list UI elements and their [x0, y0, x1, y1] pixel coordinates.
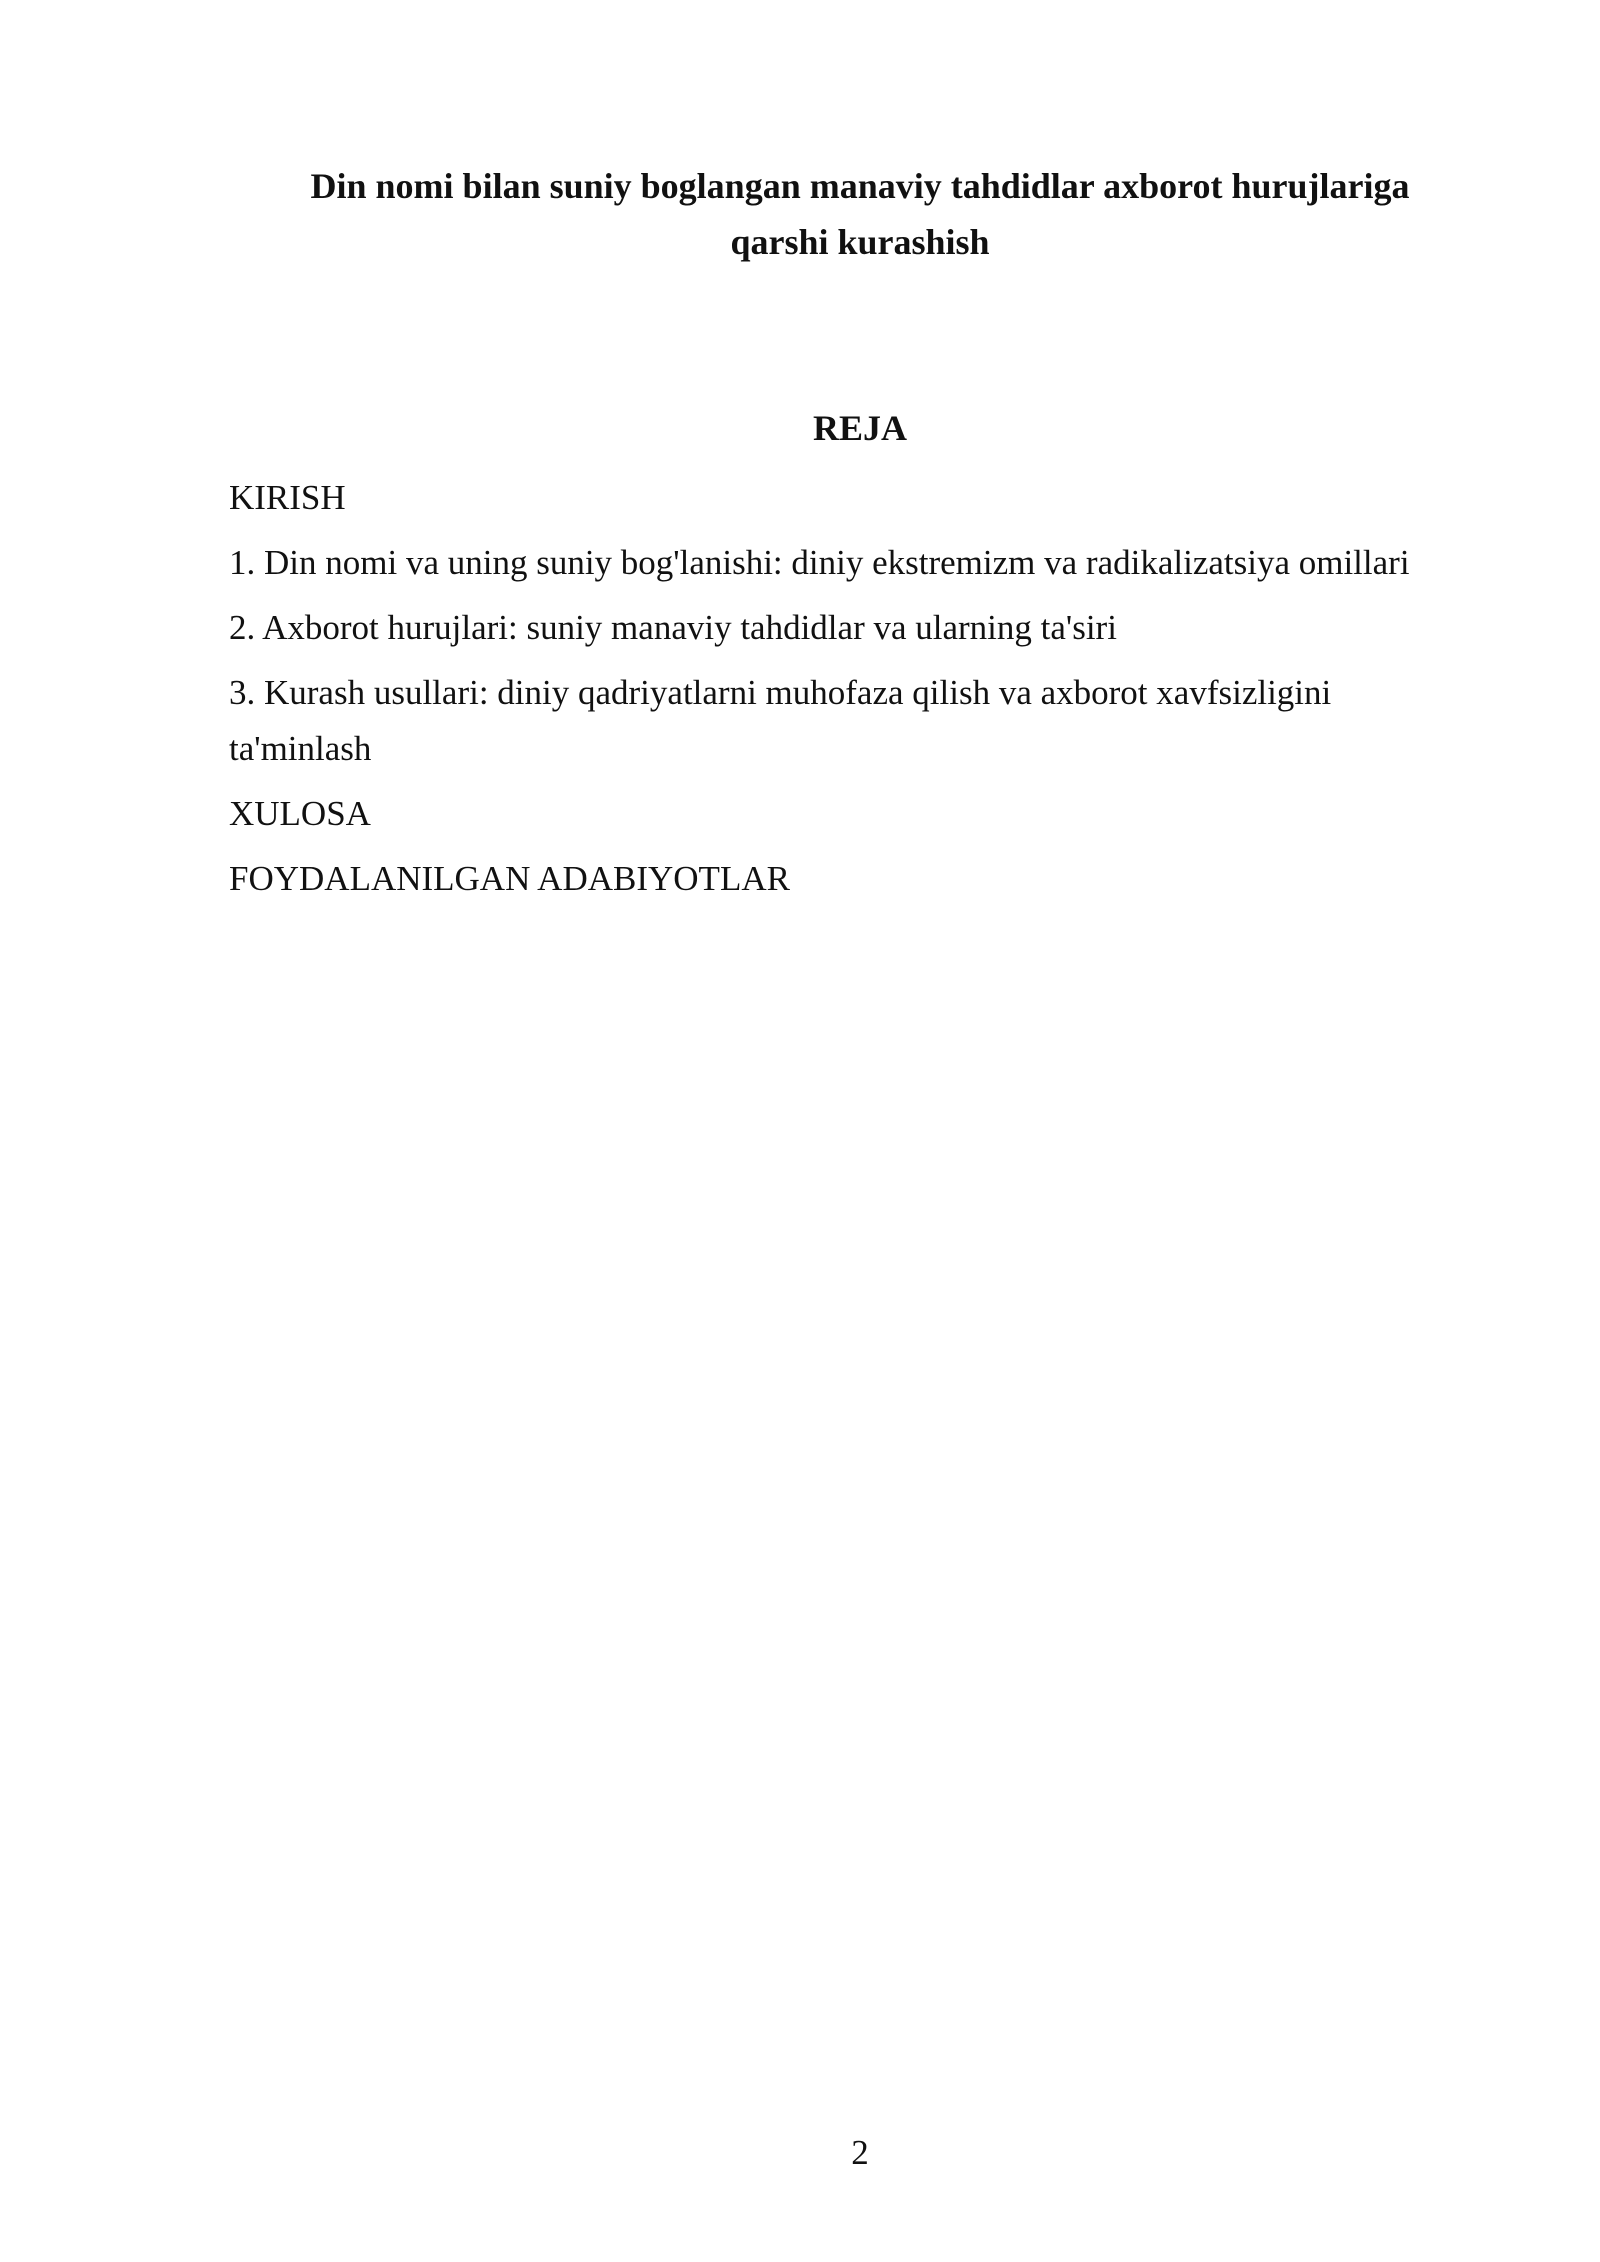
plan-item-2: 2. Axborot hurujlari: suniy manaviy tahdidlar va ularning ta'siri: [229, 608, 1117, 647]
page-number: 2: [851, 2133, 869, 2172]
document-title-line-1: Din nomi bilan suniy boglangan manaviy tahdidlar axborot hurujlariga: [310, 166, 1410, 206]
document-title-line-2: qarshi kurashish: [730, 222, 990, 262]
plan-item-3: 3. Kurash usullari: diniy qadriyatlarni muhofaza qilish va axborot xavfsizligini ta'minlash: [229, 673, 1332, 768]
document-title: [230, 158, 1490, 270]
plan-item-conclusion: XULOSA: [229, 794, 371, 833]
plan-item-introduction: KIRISH: [229, 478, 346, 517]
plan-heading: REJA: [812, 408, 907, 448]
plan-item-references: FOYDALANILGAN ADABIYOTLAR: [229, 859, 790, 898]
plan-item-1: 1. Din nomi va uning suniy bog'lanishi: diniy ekstremizm va radikalizatsiya omillari: [229, 543, 1410, 582]
plan-list: [229, 470, 1459, 916]
